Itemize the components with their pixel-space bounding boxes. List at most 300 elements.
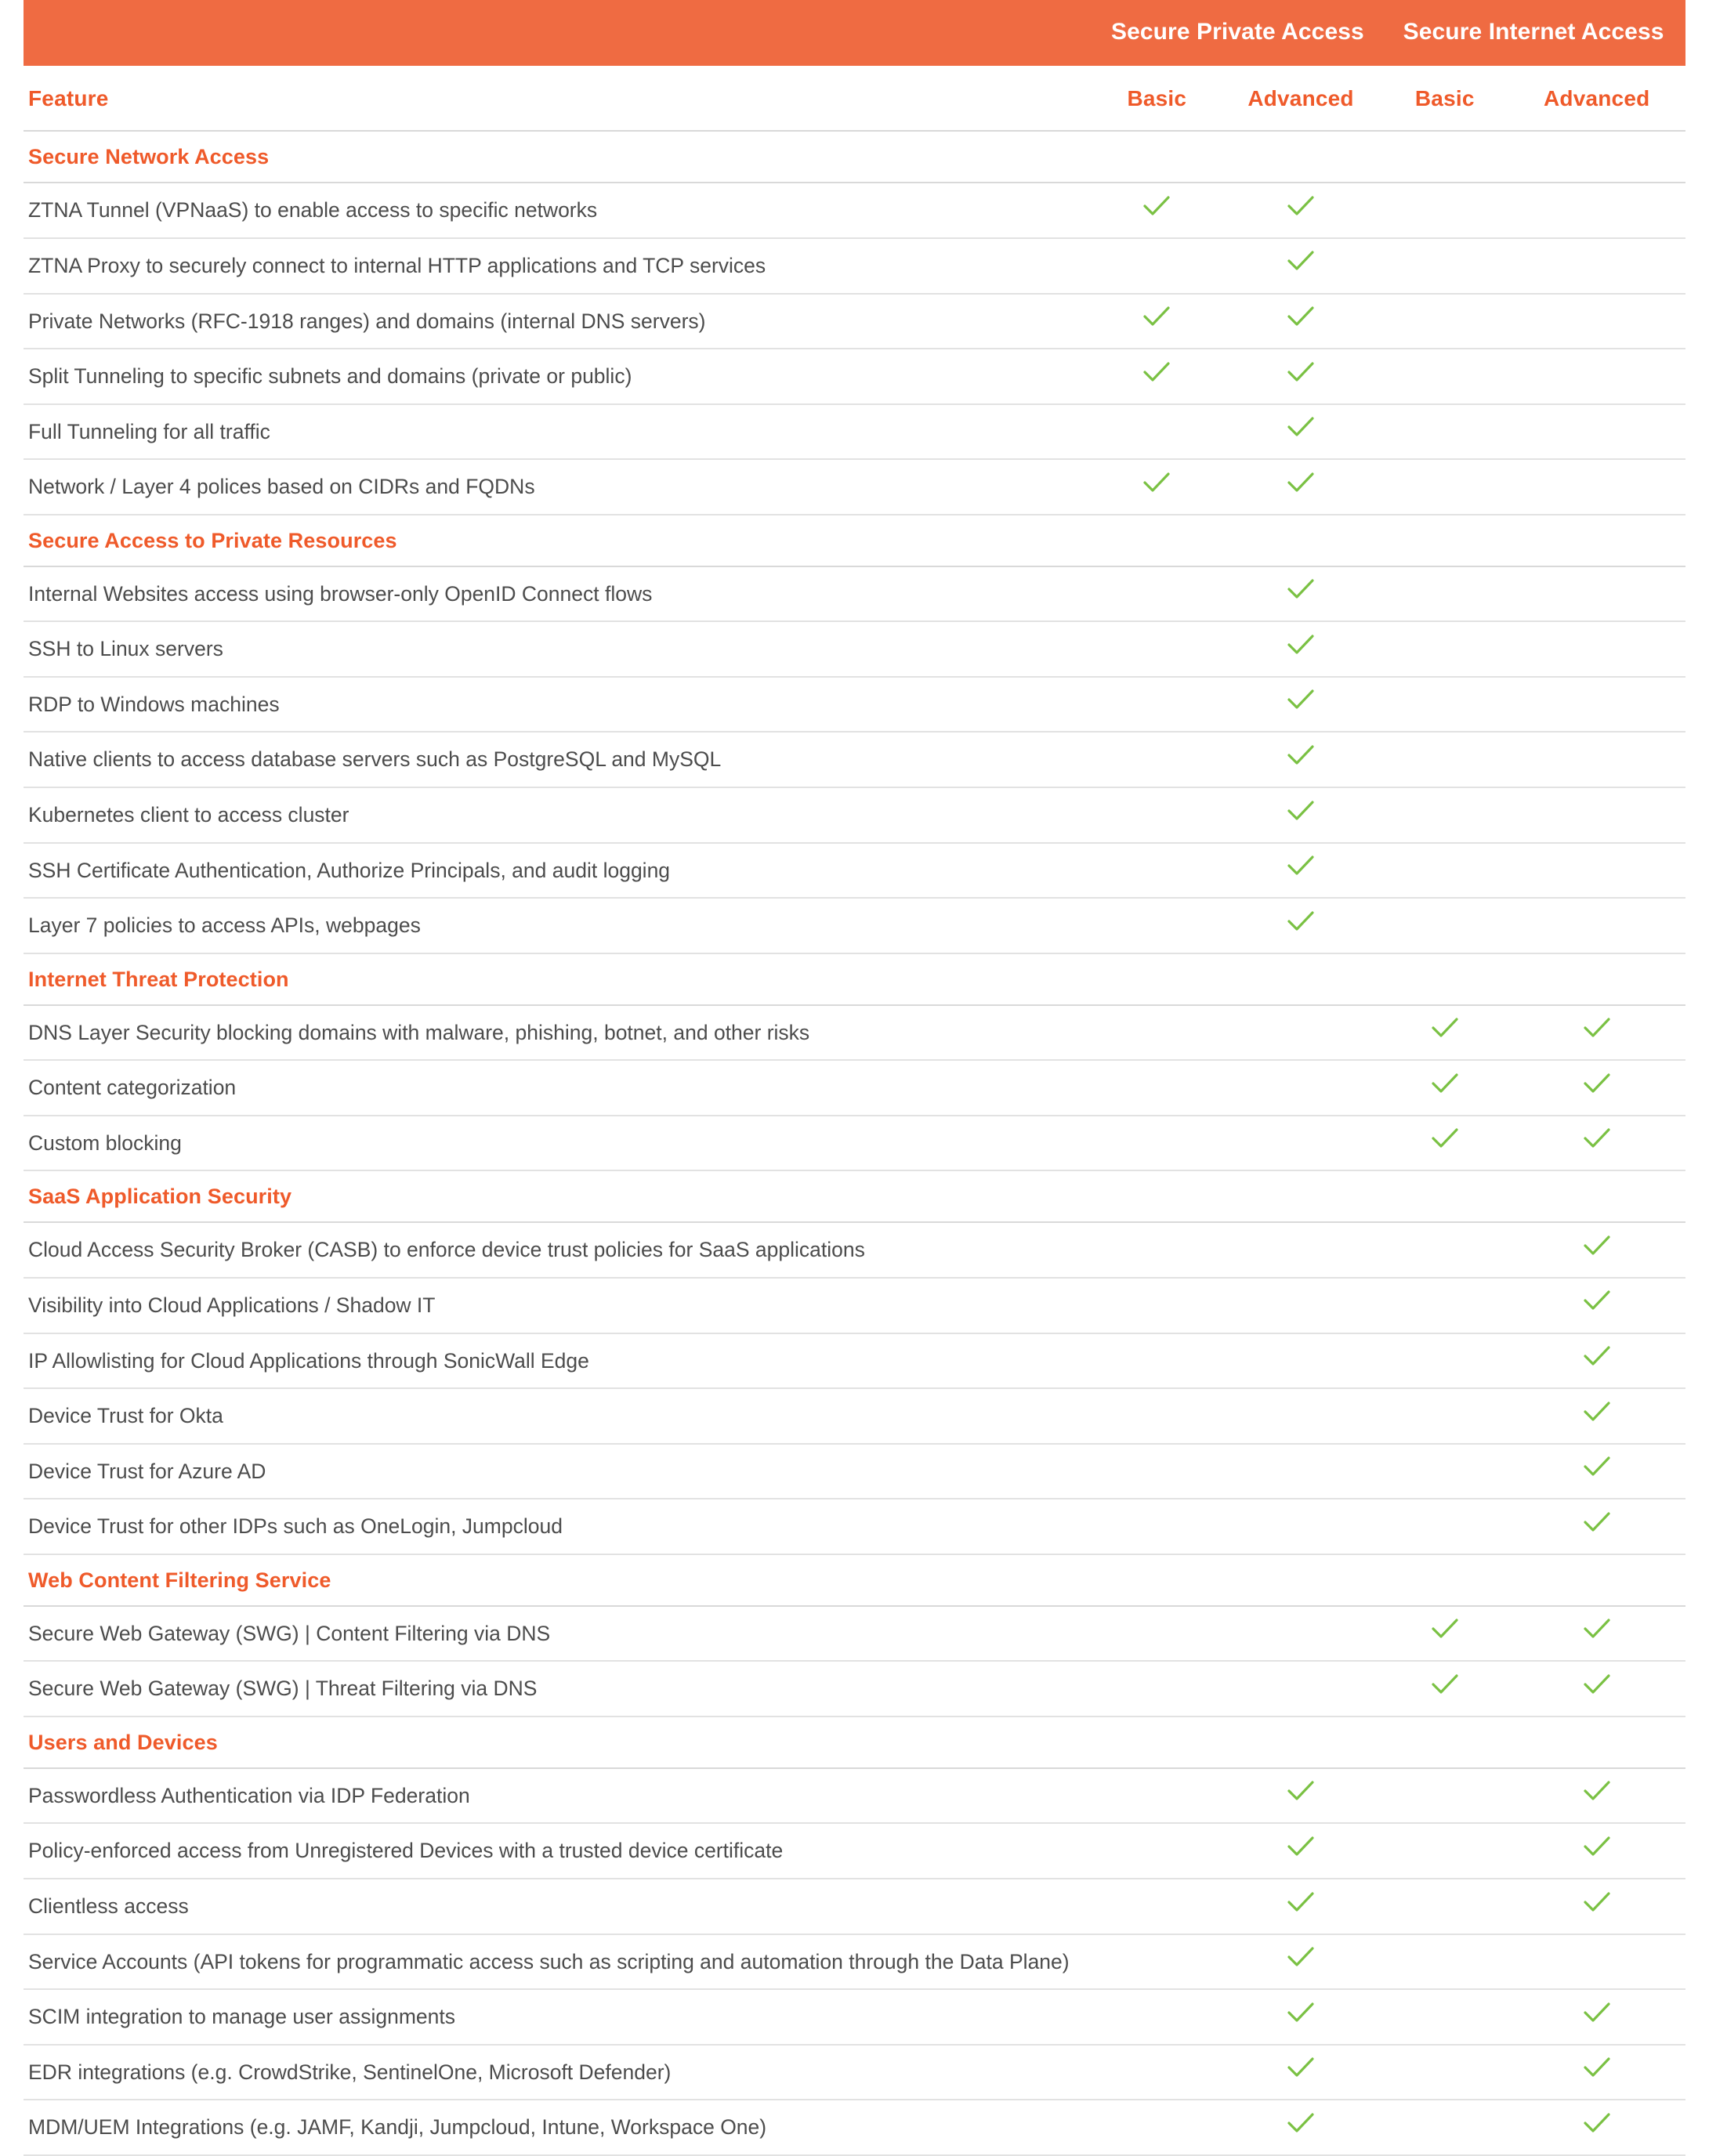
cell-sia-basic-empty [1381, 349, 1508, 404]
check-icon [1285, 302, 1316, 333]
cell-spa-advanced-included [1220, 2100, 1381, 2155]
check-icon [1581, 1614, 1613, 1645]
feature-label: SSH Certificate Authentication, Authorize Principals, and audit logging [24, 843, 1094, 899]
feature-label: Layer 7 policies to access APIs, webpages [24, 898, 1094, 953]
cell-sia-advanced-included [1508, 1879, 1685, 1934]
cell-sia-advanced-included [1508, 1768, 1685, 1824]
check-icon [1285, 468, 1316, 499]
cell-sia-advanced-empty [1508, 787, 1685, 843]
empty-marker [1508, 815, 1685, 816]
section-header-row [24, 953, 1685, 1005]
table-body [24, 131, 1685, 2154]
cell-spa-advanced-empty [1220, 1388, 1381, 1444]
cell-spa-basic-empty [1094, 2100, 1220, 2155]
cell-sia-advanced-included [1508, 2100, 1685, 2155]
check-icon [1285, 630, 1316, 661]
empty-marker [1094, 1087, 1220, 1088]
cell-sia-basic-empty [1381, 2100, 1508, 2155]
section-title: Web Content Filtering Service [24, 1554, 1685, 1606]
cell-spa-basic-empty [1094, 1278, 1220, 1333]
empty-marker [1220, 1305, 1381, 1306]
empty-marker [1381, 1906, 1508, 1907]
check-icon [1141, 468, 1172, 499]
cell-sia-advanced-included [1508, 1661, 1685, 1716]
cell-sia-basic-empty [1381, 2045, 1508, 2100]
cell-spa-advanced-empty [1220, 1222, 1381, 1278]
cell-spa-basic-empty [1094, 1005, 1220, 1061]
cell-sia-advanced-empty [1508, 898, 1685, 953]
empty-marker [1094, 2127, 1220, 2128]
check-icon [1581, 1013, 1613, 1044]
column-header-sia-basic: Basic [1381, 66, 1508, 131]
empty-marker [1094, 759, 1220, 760]
cell-sia-advanced-included [1508, 1388, 1685, 1444]
feature-label: Secure Web Gateway (SWG) | Threat Filtering via DNS [24, 1661, 1094, 1716]
feature-label: Device Trust for other IDPs such as OneLogin, Jumpcloud [24, 1499, 1094, 1554]
cell-sia-basic-empty [1381, 183, 1508, 238]
cell-spa-advanced-included [1220, 1989, 1381, 2045]
empty-marker [1094, 704, 1220, 705]
cell-spa-basic-empty [1094, 787, 1220, 843]
feature-comparison-table [24, 0, 1685, 2156]
cell-spa-advanced-empty [1220, 1499, 1381, 1554]
feature-label: Secure Web Gateway (SWG) | Content Filtering via DNS [24, 1606, 1094, 1662]
table-row [24, 238, 1685, 294]
empty-marker [1094, 1526, 1220, 1527]
section-title: Users and Devices [24, 1716, 1685, 1768]
check-icon [1429, 1669, 1461, 1701]
cell-sia-basic-empty [1381, 1444, 1508, 1499]
cell-sia-advanced-included [1508, 1499, 1685, 1554]
cell-spa-advanced-included [1220, 843, 1381, 899]
cell-sia-basic-empty [1381, 459, 1508, 515]
cell-spa-basic-empty [1094, 1661, 1220, 1716]
check-icon [1285, 685, 1316, 716]
cell-spa-basic-empty [1094, 1823, 1220, 1879]
empty-marker [1220, 1688, 1381, 1689]
empty-marker [1381, 594, 1508, 595]
cell-spa-advanced-included [1220, 1768, 1381, 1824]
check-icon [1285, 357, 1316, 389]
feature-label: DNS Layer Security blocking domains with malware, phishing, botnet, and other risks [24, 1005, 1094, 1061]
cell-spa-basic-empty [1094, 1333, 1220, 1389]
empty-marker [1381, 704, 1508, 705]
empty-marker [1220, 1470, 1381, 1471]
table-row [24, 677, 1685, 733]
cell-sia-basic-included [1381, 1116, 1508, 1171]
empty-marker [1508, 376, 1685, 377]
check-icon [1285, 1887, 1316, 1919]
check-icon [1285, 1942, 1316, 1973]
feature-label: Device Trust for Okta [24, 1388, 1094, 1444]
check-icon [1285, 1998, 1316, 2029]
feature-label: MDM/UEM Integrations (e.g. JAMF, Kandji, Jumpcloud, Intune, Workspace One) [24, 2100, 1094, 2155]
empty-marker [1508, 1961, 1685, 1962]
cell-spa-advanced-included [1220, 732, 1381, 787]
table-row [24, 294, 1685, 349]
cell-spa-basic-empty [1094, 1934, 1220, 1990]
empty-marker [1381, 1526, 1508, 1527]
column-header-spa-basic: Basic [1094, 66, 1220, 131]
check-icon [1285, 906, 1316, 938]
cell-spa-basic-included [1094, 459, 1220, 515]
cell-sia-advanced-empty [1508, 459, 1685, 515]
table-row [24, 349, 1685, 404]
feature-label: Kubernetes client to access cluster [24, 787, 1094, 843]
check-icon [1285, 2108, 1316, 2140]
table-row [24, 1499, 1685, 1554]
group-header-blank [24, 0, 1094, 66]
cell-sia-basic-empty [1381, 1278, 1508, 1333]
cell-spa-advanced-included [1220, 787, 1381, 843]
cell-spa-advanced-included [1220, 183, 1381, 238]
cell-sia-advanced-included [1508, 1116, 1685, 1171]
check-icon [1581, 1341, 1613, 1373]
table-row [24, 1989, 1685, 2045]
check-icon [1141, 191, 1172, 222]
feature-label: IP Allowlisting for Cloud Applications through SonicWall Edge [24, 1333, 1094, 1389]
table-row [24, 1278, 1685, 1333]
feature-label: RDP to Windows machines [24, 677, 1094, 733]
cell-spa-basic-empty [1094, 843, 1220, 899]
feature-label: Split Tunneling to specific subnets and domains (private or public) [24, 349, 1094, 404]
cell-spa-basic-empty [1094, 566, 1220, 622]
cell-spa-basic-empty [1094, 1116, 1220, 1171]
table-row [24, 1606, 1685, 1662]
cell-sia-basic-empty [1381, 898, 1508, 953]
table-row [24, 732, 1685, 787]
empty-marker [1508, 431, 1685, 432]
empty-marker [1220, 1087, 1381, 1088]
check-icon [1285, 1776, 1316, 1807]
table-row [24, 1823, 1685, 1879]
cell-sia-advanced-included [1508, 1005, 1685, 1061]
cell-sia-advanced-empty [1508, 349, 1685, 404]
section-title: SaaS Application Security [24, 1170, 1685, 1222]
table-row [24, 1060, 1685, 1116]
feature-label: Clientless access [24, 1879, 1094, 1934]
cell-spa-advanced-empty [1220, 1060, 1381, 1116]
cell-spa-advanced-included [1220, 459, 1381, 515]
empty-marker [1094, 594, 1220, 595]
cell-spa-advanced-empty [1220, 1116, 1381, 1171]
cell-sia-advanced-empty [1508, 238, 1685, 294]
empty-marker [1094, 1906, 1220, 1907]
cell-sia-advanced-included [1508, 1989, 1685, 2045]
feature-label: SSH to Linux servers [24, 621, 1094, 677]
empty-marker [1381, 1470, 1508, 1471]
section-header-row [24, 515, 1685, 566]
empty-marker [1381, 1305, 1508, 1306]
table-row [24, 1222, 1685, 1278]
empty-marker [1094, 815, 1220, 816]
feature-label: Native clients to access database servers such as PostgreSQL and MySQL [24, 732, 1094, 787]
empty-marker [1220, 1360, 1381, 1361]
cell-spa-basic-included [1094, 349, 1220, 404]
feature-label: Private Networks (RFC-1918 ranges) and domains (internal DNS servers) [24, 294, 1094, 349]
check-icon [1429, 1614, 1461, 1645]
table-row [24, 1661, 1685, 1716]
cell-spa-advanced-empty [1220, 1661, 1381, 1716]
empty-marker [1220, 1526, 1381, 1527]
cell-spa-basic-empty [1094, 2045, 1220, 2100]
cell-sia-advanced-included [1508, 1444, 1685, 1499]
empty-marker [1381, 925, 1508, 926]
empty-marker [1508, 210, 1685, 211]
table-row [24, 843, 1685, 899]
empty-marker [1381, 1961, 1508, 1962]
table-row [24, 2045, 1685, 2100]
column-header-sia-advanced: Advanced [1508, 66, 1685, 131]
cell-sia-advanced-empty [1508, 843, 1685, 899]
cell-spa-advanced-included [1220, 1879, 1381, 1934]
feature-label: Passwordless Authentication via IDP Federation [24, 1768, 1094, 1824]
cell-sia-advanced-included [1508, 2045, 1685, 2100]
empty-marker [1094, 2071, 1220, 2072]
cell-spa-advanced-included [1220, 1934, 1381, 1990]
cell-sia-basic-empty [1381, 677, 1508, 733]
cell-sia-advanced-empty [1508, 566, 1685, 622]
table-row [24, 621, 1685, 677]
cell-spa-advanced-empty [1220, 1333, 1381, 1389]
cell-spa-basic-empty [1094, 1388, 1220, 1444]
cell-spa-basic-included [1094, 294, 1220, 349]
table-row [24, 459, 1685, 515]
cell-spa-basic-empty [1094, 621, 1220, 677]
check-icon [1581, 1397, 1613, 1428]
table-row [24, 404, 1685, 460]
cell-sia-basic-empty [1381, 621, 1508, 677]
check-icon [1141, 357, 1172, 389]
empty-marker [1381, 376, 1508, 377]
empty-marker [1508, 704, 1685, 705]
cell-spa-basic-empty [1094, 732, 1220, 787]
section-header-row [24, 1554, 1685, 1606]
feature-label: Cloud Access Security Broker (CASB) to enforce device trust policies for SaaS applications [24, 1222, 1094, 1278]
cell-sia-advanced-included [1508, 1278, 1685, 1333]
group-header-secure-internet-access: Secure Internet Access [1381, 0, 1685, 66]
check-icon [1285, 246, 1316, 277]
feature-label: Content categorization [24, 1060, 1094, 1116]
cell-spa-advanced-empty [1220, 1444, 1381, 1499]
empty-marker [1094, 1688, 1220, 1689]
feature-label: Visibility into Cloud Applications / Shadow IT [24, 1278, 1094, 1333]
cell-sia-advanced-empty [1508, 621, 1685, 677]
empty-marker [1508, 759, 1685, 760]
feature-label: Custom blocking [24, 1116, 1094, 1171]
feature-label: Service Accounts (API tokens for programmatic access such as scripting and automation through the Data Plane) [24, 1934, 1094, 1990]
cell-sia-advanced-included [1508, 1823, 1685, 1879]
check-icon [1581, 2108, 1613, 2140]
cell-spa-basic-included [1094, 183, 1220, 238]
check-icon [1581, 1507, 1613, 1539]
cell-spa-basic-empty [1094, 1879, 1220, 1934]
table-row [24, 1879, 1685, 1934]
check-icon [1581, 1887, 1613, 1919]
check-icon [1429, 1123, 1461, 1155]
cell-sia-basic-empty [1381, 787, 1508, 843]
cell-sia-basic-empty [1381, 294, 1508, 349]
check-icon [1581, 1669, 1613, 1701]
cell-sia-basic-empty [1381, 1222, 1508, 1278]
check-icon [1581, 1776, 1613, 1807]
feature-label: Internal Websites access using browser-only OpenID Connect flows [24, 566, 1094, 622]
cell-spa-advanced-empty [1220, 1606, 1381, 1662]
check-icon [1581, 1069, 1613, 1100]
empty-marker [1381, 431, 1508, 432]
table-row [24, 898, 1685, 953]
check-icon [1581, 1452, 1613, 1483]
empty-marker [1094, 1305, 1220, 1306]
cell-sia-advanced-empty [1508, 1934, 1685, 1990]
feature-label: Full Tunneling for all traffic [24, 404, 1094, 460]
feature-label: SCIM integration to manage user assignments [24, 1989, 1094, 2045]
empty-marker [1094, 1360, 1220, 1361]
section-header-row [24, 1716, 1685, 1768]
cell-spa-advanced-included [1220, 2045, 1381, 2100]
cell-spa-advanced-included [1220, 349, 1381, 404]
check-icon [1429, 1069, 1461, 1100]
cell-sia-basic-empty [1381, 1823, 1508, 1879]
cell-sia-advanced-empty [1508, 294, 1685, 349]
check-icon [1285, 412, 1316, 443]
empty-marker [1381, 815, 1508, 816]
cell-spa-basic-empty [1094, 677, 1220, 733]
cell-sia-basic-empty [1381, 1333, 1508, 1389]
cell-sia-advanced-empty [1508, 183, 1685, 238]
table-row [24, 1444, 1685, 1499]
empty-marker [1381, 759, 1508, 760]
empty-marker [1381, 2127, 1508, 2128]
check-icon [1285, 2053, 1316, 2084]
cell-spa-advanced-empty [1220, 1278, 1381, 1333]
cell-spa-basic-empty [1094, 1989, 1220, 2045]
cell-sia-advanced-included [1508, 1222, 1685, 1278]
empty-marker [1381, 2071, 1508, 2072]
empty-marker [1381, 320, 1508, 321]
empty-marker [1094, 1143, 1220, 1144]
feature-label: Network / Layer 4 polices based on CIDRs and FQDNs [24, 459, 1094, 515]
cell-spa-advanced-included [1220, 677, 1381, 733]
empty-marker [1220, 1143, 1381, 1144]
cell-sia-basic-empty [1381, 566, 1508, 622]
cell-spa-basic-empty [1094, 1606, 1220, 1662]
check-icon [1285, 574, 1316, 606]
column-header-feature: Feature [24, 66, 1094, 131]
table-row [24, 183, 1685, 238]
feature-label: Policy-enforced access from Unregistered Devices with a trusted device certificate [24, 1823, 1094, 1879]
check-icon [1285, 1832, 1316, 1863]
cell-sia-basic-empty [1381, 404, 1508, 460]
empty-marker [1094, 925, 1220, 926]
section-title: Secure Access to Private Resources [24, 515, 1685, 566]
empty-marker [1094, 1850, 1220, 1851]
check-icon [1581, 1286, 1613, 1317]
table-header [24, 0, 1685, 131]
empty-marker [1094, 431, 1220, 432]
cell-spa-advanced-included [1220, 238, 1381, 294]
cell-spa-advanced-included [1220, 898, 1381, 953]
cell-spa-basic-empty [1094, 1222, 1220, 1278]
check-icon [1581, 1832, 1613, 1863]
cell-sia-basic-included [1381, 1005, 1508, 1061]
table-row [24, 2100, 1685, 2155]
cell-sia-basic-empty [1381, 238, 1508, 294]
cell-sia-basic-empty [1381, 843, 1508, 899]
cell-sia-basic-empty [1381, 1879, 1508, 1934]
cell-spa-advanced-included [1220, 621, 1381, 677]
empty-marker [1381, 1850, 1508, 1851]
section-title: Secure Network Access [24, 131, 1685, 183]
cell-sia-advanced-included [1508, 1060, 1685, 1116]
cell-spa-basic-empty [1094, 1444, 1220, 1499]
section-title: Internet Threat Protection [24, 953, 1685, 1005]
empty-marker [1508, 320, 1685, 321]
cell-sia-advanced-empty [1508, 404, 1685, 460]
cell-spa-advanced-included [1220, 566, 1381, 622]
feature-label: Device Trust for Azure AD [24, 1444, 1094, 1499]
cell-sia-basic-empty [1381, 1499, 1508, 1554]
cell-spa-basic-empty [1094, 898, 1220, 953]
cell-spa-advanced-included [1220, 404, 1381, 460]
check-icon [1581, 2053, 1613, 2084]
check-icon [1285, 191, 1316, 222]
empty-marker [1508, 594, 1685, 595]
column-header-spa-advanced: Advanced [1220, 66, 1381, 131]
table-row [24, 566, 1685, 622]
feature-label: ZTNA Tunnel (VPNaaS) to enable access to specific networks [24, 183, 1094, 238]
cell-sia-advanced-included [1508, 1333, 1685, 1389]
empty-marker [1220, 1032, 1381, 1033]
cell-sia-basic-empty [1381, 1768, 1508, 1824]
empty-marker [1094, 1961, 1220, 1962]
cell-sia-basic-included [1381, 1060, 1508, 1116]
section-header-row [24, 131, 1685, 183]
cell-sia-advanced-empty [1508, 677, 1685, 733]
cell-spa-basic-empty [1094, 404, 1220, 460]
table-row [24, 1116, 1685, 1171]
group-header-row [24, 0, 1685, 66]
table-row [24, 1388, 1685, 1444]
cell-sia-advanced-empty [1508, 732, 1685, 787]
empty-marker [1220, 1633, 1381, 1634]
cell-spa-advanced-empty [1220, 1005, 1381, 1061]
table-row [24, 1934, 1685, 1990]
empty-marker [1094, 1633, 1220, 1634]
cell-sia-basic-empty [1381, 1388, 1508, 1444]
table-row [24, 1333, 1685, 1389]
check-icon [1285, 851, 1316, 882]
empty-marker [1381, 1360, 1508, 1361]
empty-marker [1508, 925, 1685, 926]
cell-sia-basic-included [1381, 1606, 1508, 1662]
cell-sia-basic-empty [1381, 732, 1508, 787]
feature-label: ZTNA Proxy to securely connect to internal HTTP applications and TCP services [24, 238, 1094, 294]
empty-marker [1381, 210, 1508, 211]
cell-spa-advanced-included [1220, 1823, 1381, 1879]
check-icon [1581, 1231, 1613, 1262]
cell-spa-basic-empty [1094, 1499, 1220, 1554]
empty-marker [1094, 1470, 1220, 1471]
table-row [24, 1005, 1685, 1061]
column-header-row [24, 66, 1685, 131]
check-icon [1581, 1998, 1613, 2029]
check-icon [1429, 1013, 1461, 1044]
cell-sia-basic-empty [1381, 1989, 1508, 2045]
cell-spa-advanced-included [1220, 294, 1381, 349]
cell-spa-basic-empty [1094, 1768, 1220, 1824]
group-header-secure-private-access: Secure Private Access [1094, 0, 1381, 66]
